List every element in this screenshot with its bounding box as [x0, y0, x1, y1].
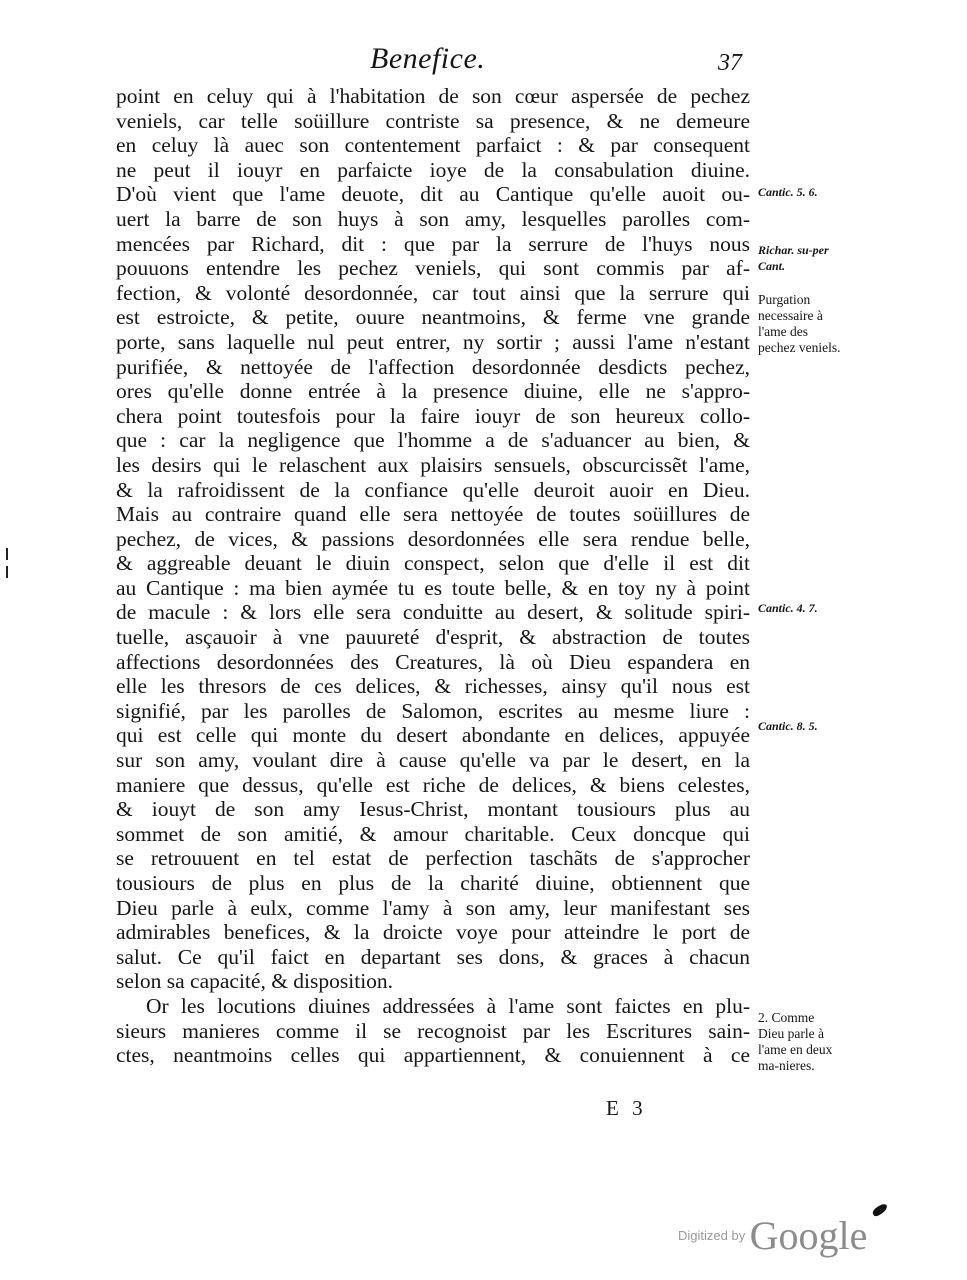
text-line: & la rafroidissent de la confiance qu'elle deuroit auoir en Dieu.	[116, 477, 750, 502]
text-line: affections desordonnées des Creatures, là où Dieu espandera en	[116, 649, 750, 674]
text-line: admirables benefices, & la droicte voye pour atteindre le port de	[116, 920, 750, 945]
margin-note-richar: Richar. su-per Cant.	[758, 243, 829, 273]
text-line: en celuy là auec son contentement parfaict : & par consequent	[116, 133, 750, 158]
text-line: tousiours de plus en plus de la charité diuine, obtiennent que	[116, 871, 750, 895]
margin-note-cantic-5: Cantic. 5. 6.	[758, 185, 818, 199]
text-line: mencées par Richard, dit : que par la serrure de l'huys nous	[116, 231, 750, 256]
text-line: elle les thresors de ces delices, & richesses, ainsy qu'il nous est	[116, 674, 750, 699]
text-line: porte, sans laquelle nul peut entrer, ny sortir ; aussi l'ame n'estant	[116, 329, 750, 354]
text-line: purifiée, & nettoyée de l'affection desordonnée desdicts pechez,	[116, 354, 750, 379]
text-line: uert la barre de son huys à son amy, lesquelles parolles com-	[116, 206, 750, 231]
digitized-watermark	[678, 1212, 867, 1259]
text-line: selon sa capacité, & disposition.	[116, 969, 394, 994]
text-line: veniels, car telle soüillure contriste sa presence, & ne demeure	[116, 108, 750, 133]
margin-mark	[6, 548, 8, 560]
text-line: Dieu parle à eulx, comme l'amy à son amy, leur manifestant ses	[116, 895, 750, 920]
text-line: Or les locutions diuines addressées à l'ame sont faictes en plu-	[146, 993, 750, 1018]
text-line: pechez, de vices, & passions desordonnées elle sera rendue belle,	[116, 526, 750, 551]
margin-note-purgation: Purgation necessaire à l'ame des pechez veniels.	[758, 292, 841, 355]
signature-mark: E 3	[606, 1096, 647, 1120]
text-line: pouuons entendre les pechez veniels, qui sont commis par af-	[116, 256, 750, 281]
text-line: les desirs qui le relaschent aux plaisirs sensuels, obscurcissẽt l'ame,	[116, 452, 750, 477]
text-line: point en celuy qui à l'habitation de son cœur aspersée de pechez	[116, 84, 750, 108]
margin-note-cantic-4: Cantic. 4. 7.	[758, 601, 818, 615]
watermark-prefix: Digitized by	[678, 1228, 746, 1243]
text-line: sommet de son amitié, & amour charitable. Ceux doncque qui	[116, 821, 750, 846]
ink-blot	[871, 1203, 889, 1218]
text-line: signifié, par les parolles de Salomon, escrites au mesme liure :	[116, 698, 750, 723]
margin-mark	[6, 566, 8, 578]
text-line: fection, & volonté desordonnée, car tout ainsi que la serrure qui	[116, 280, 750, 305]
text-line: D'où vient que l'ame deuote, dit au Cantique qu'elle auoit ou-	[116, 182, 750, 207]
running-head: Benefice.	[370, 42, 486, 75]
margin-note-cantic-8: Cantic. 8. 5.	[758, 719, 818, 733]
text-line: ne peut il iouyr en parfaicte ioye de la consabulation diuine.	[116, 157, 750, 182]
text-line: tuelle, asçauoir à vne pauureté d'esprit, & abstraction de toutes	[116, 625, 750, 650]
text-line: & aggreable deuant le diuin conspect, selon que d'elle il est dit	[116, 551, 750, 576]
google-logo: Google	[749, 1213, 868, 1258]
text-line: ctes, neantmoins celles qui appartiennent, & conuiennent à ce	[116, 1043, 750, 1068]
text-line: sur son amy, voulant dire à cause qu'elle va par le desert, en la	[116, 748, 750, 773]
text-line: se retrouuent en tel estat de perfection taschãts de s'approcher	[116, 846, 750, 871]
text-line: qui est celle qui monte du desert abondante en delices, appuyée	[116, 723, 750, 748]
text-line: est estroicte, & petite, ouure neantmoins, & ferme vne grande	[116, 305, 750, 330]
body-text	[116, 84, 750, 1068]
page-number: 37	[718, 50, 742, 76]
text-line: maniere que dessus, qu'elle est riche de delices, & biens celestes,	[116, 772, 750, 797]
text-line: sieurs manieres comme il se recognoist par les Escritures sain-	[116, 1018, 750, 1043]
margin-note-comme: 2. Comme Dieu parle à l'ame en deux ma-nieres.	[758, 1010, 833, 1073]
text-line: au Cantique : ma bien aymée tu es toute belle, & en toy ny à point	[116, 575, 750, 600]
text-line: chera point toutesfois pour la faire iouyr de son heureux collo-	[116, 403, 750, 428]
text-line: que : car la negligence que l'homme a de s'aduancer au bien, &	[116, 428, 750, 453]
text-line: & iouyt de son amy Iesus-Christ, montant tousiours plus au	[116, 797, 750, 822]
text-line: ores qu'elle donne entrée à la presence diuine, elle ne s'appro-	[116, 379, 750, 404]
text-line: Mais au contraire quand elle sera nettoyée de toutes soüillures de	[116, 502, 750, 527]
text-line: salut. Ce qu'il faict en departant ses dons, & graces à chacun	[116, 944, 750, 969]
text-line: de macule : & lors elle sera conduitte au desert, & solitude spiri-	[116, 600, 750, 625]
